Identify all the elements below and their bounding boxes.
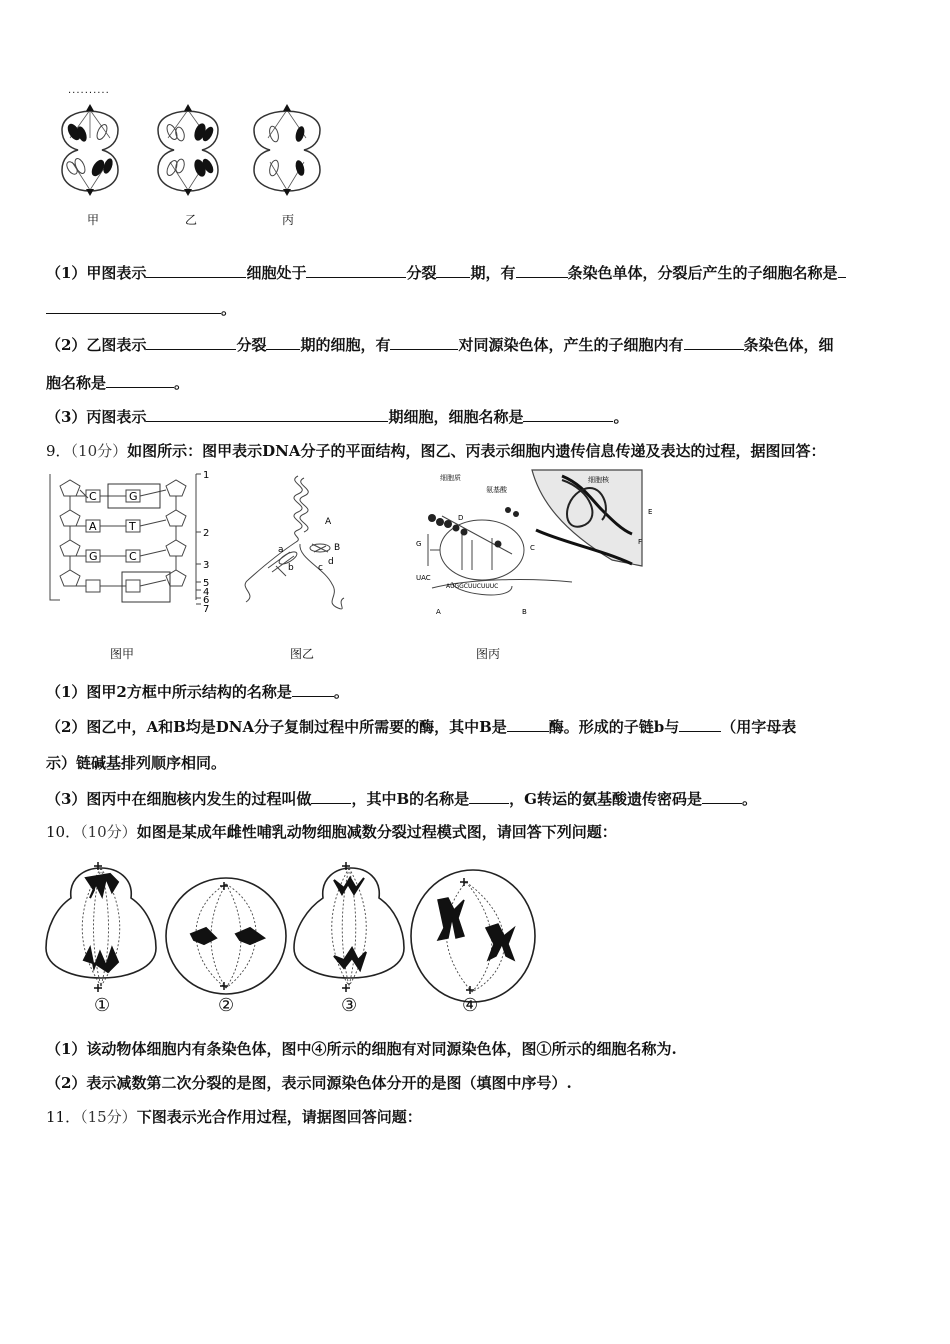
q9-score: （10分） <box>70 442 128 460</box>
q10-p1-text: （1）该动物体细胞内有条染色体，图中④所示的细胞有对同源染色体，图①所示的细胞名称为. <box>46 1040 677 1058</box>
q8-p3-text-c: 。 <box>613 408 629 426</box>
dna-planar-structure-figure <box>46 470 216 620</box>
q10-stem <box>46 821 617 842</box>
fig-label-jia: 甲 <box>87 213 100 227</box>
q10-number: 10． <box>46 823 81 841</box>
q9-p3-text-b: ，其中B的名称是 <box>351 790 470 808</box>
q8-p2-text-c: 期的细胞，有 <box>300 336 391 354</box>
jia-num-2: 2 <box>203 528 210 539</box>
q9-part3 <box>46 788 757 809</box>
answer-blank[interactable] <box>516 263 568 278</box>
gene-expression-figure <box>412 470 653 620</box>
q9-p3-text-a: （3）图丙中在细胞核内发生的过程叫做 <box>46 790 312 808</box>
jia-base-g2: G <box>89 550 98 563</box>
dna-replication-figure <box>228 472 368 622</box>
q10-part1 <box>46 1038 677 1059</box>
bing-anticodon: UAC <box>416 574 431 582</box>
q9-part2-cont <box>46 752 226 773</box>
q8-part1 <box>46 262 846 283</box>
jia-num-5: 5 <box>203 578 210 589</box>
q9-p2-text-d: 示）链碱基排列顺序相同。 <box>46 754 227 772</box>
yi-label-a-lower: a <box>278 545 284 555</box>
bing-label-e: E <box>648 508 653 516</box>
q10-p2-text: （2）表示减数第二次分裂的是图，表示同源染色体分开的是图（填图中序号）. <box>46 1074 572 1092</box>
q8-p2-text-b: 分裂 <box>236 336 267 354</box>
answer-blank[interactable] <box>146 407 388 422</box>
q8-p1-text-d: 期，有 <box>470 264 516 282</box>
q8-p2-text-e: 条染色体，细 <box>743 336 834 354</box>
q9-part2 <box>46 716 796 737</box>
fig-label-yi: 乙 <box>185 213 198 227</box>
q9-part1 <box>46 681 349 702</box>
q8-p2-text-f: 胞名称是 <box>46 374 107 392</box>
answer-blank[interactable] <box>311 789 351 804</box>
jia-num-4: 4 <box>203 587 210 598</box>
jia-num-1: 1 <box>203 470 210 481</box>
q8-p1-text-a: （1）甲图表示 <box>46 264 147 282</box>
bing-text-nucleus: 细胞核 <box>588 476 609 484</box>
fig-label-bing: 丙 <box>282 213 295 227</box>
q8-p1-text-b: 细胞处于 <box>246 264 307 282</box>
answer-blank[interactable] <box>146 263 246 278</box>
jia-base-c1: C <box>89 490 97 503</box>
fig-label-tu-yi: 图乙 <box>290 647 315 661</box>
bing-label-d: D <box>458 514 464 522</box>
q11-score: （15分） <box>80 1108 137 1126</box>
yi-label-a-upper: A <box>325 517 332 527</box>
answer-blank[interactable] <box>507 717 549 732</box>
answer-blank[interactable] <box>436 263 470 278</box>
answer-blank[interactable] <box>266 335 300 350</box>
q9-p2-text-a: （2）图乙中，A和B均是DNA分子复制过程中所需要的酶，其中B是 <box>46 718 507 736</box>
q9-p3-text-c: ，G转运的氨基酸遗传密码是 <box>509 790 702 808</box>
q8-p2-text-a: （2）乙图表示 <box>46 336 147 354</box>
jia-base-a: A <box>89 520 97 533</box>
q9-p2-text-c: （用字母表 <box>721 718 797 736</box>
bing-label-g: G <box>416 540 422 548</box>
yi-label-b-upper: B <box>334 543 341 553</box>
q8-part3 <box>46 406 628 427</box>
answer-blank[interactable] <box>523 407 613 422</box>
fig-label-tu-jia: 图甲 <box>110 647 135 661</box>
bing-label-c: C <box>530 544 535 552</box>
bing-label-f: F <box>638 538 643 546</box>
jia-base-t: T <box>129 520 136 533</box>
jia-num-3: 3 <box>203 560 210 571</box>
q11-number: 11． <box>46 1108 81 1126</box>
q8-p2-text-d: 对同源染色体，产生的子细胞内有 <box>458 336 684 354</box>
figure-dots: ·········· <box>68 88 110 99</box>
answer-blank[interactable] <box>46 299 221 314</box>
answer-blank[interactable] <box>469 789 509 804</box>
jia-base-g1: G <box>129 490 138 503</box>
yi-label-c: c <box>318 563 323 573</box>
answer-blank[interactable] <box>306 263 406 278</box>
jia-num-7: 7 <box>203 604 210 615</box>
yi-label-d: d <box>328 557 334 567</box>
cell-label-3: ③ <box>341 995 358 1016</box>
q10-stem-text: 如图是某成年雌性哺乳动物细胞减数分裂过程模式图，请回答下列问题： <box>136 823 617 841</box>
q8-part2-cont <box>46 372 189 393</box>
answer-blank[interactable] <box>702 789 742 804</box>
q8-part1-cont <box>46 298 236 319</box>
q11-stem <box>46 1106 422 1127</box>
q9-number: 9． <box>46 442 71 460</box>
answer-blank[interactable] <box>146 335 236 350</box>
bing-text-cytoplasm: 细胞质 <box>440 474 461 482</box>
q9-stem <box>46 440 826 461</box>
q8-p2-text-g: 。 <box>174 374 190 392</box>
q10-score: （10分） <box>80 823 137 841</box>
fig-label-tu-bing: 图丙 <box>476 647 501 661</box>
answer-blank[interactable] <box>292 682 334 697</box>
q8-p3-text-a: （3）丙图表示 <box>46 408 147 426</box>
answer-blank[interactable] <box>684 335 744 350</box>
cell-label-4: ④ <box>462 995 479 1016</box>
bing-label-b: B <box>522 608 527 616</box>
bing-label-a: A <box>436 608 441 616</box>
yi-label-b-lower: b <box>288 563 294 573</box>
answer-blank[interactable] <box>679 717 721 732</box>
q11-stem-text: 下图表示光合作用过程，请据图回答问题： <box>136 1108 422 1126</box>
q9-stem-text: 如图所示：图甲表示DNA分子的平面结构，图乙、丙表示细胞内遗传信息传递及表达的过程，据图回答： <box>127 442 826 460</box>
answer-blank[interactable] <box>390 335 458 350</box>
answer-blank[interactable] <box>106 373 174 388</box>
q9-p1-text-a: （1）图甲2方框中所示结构的名称是 <box>46 683 292 701</box>
q9-p1-text-b: 。 <box>333 683 349 701</box>
bing-text-amino-acid: 氨基酸 <box>486 486 507 494</box>
jia-base-c2: C <box>129 550 137 563</box>
q8-p1-text-f: 。 <box>221 300 237 318</box>
q8-p3-text-b: 期细胞，细胞名称是 <box>388 408 524 426</box>
q8-p1-text-c: 分裂 <box>406 264 437 282</box>
meiosis-cells-figure <box>46 848 546 1018</box>
jia-num-6: 6 <box>203 595 210 606</box>
cell-label-2: ② <box>218 995 235 1016</box>
answer-blank[interactable] <box>838 263 846 278</box>
cell-label-1: ① <box>94 995 111 1016</box>
q9-p2-text-b: 酶。形成的子链b与 <box>548 718 680 736</box>
q8-part2 <box>46 334 834 355</box>
q10-part2 <box>46 1072 572 1093</box>
q9-p3-text-d: 。 <box>741 790 757 808</box>
bing-mrna-sequence: AUGGCUUCUUUC <box>446 583 499 590</box>
q8-p1-text-e: 条染色单体，分裂后产生的子细胞名称是 <box>567 264 838 282</box>
